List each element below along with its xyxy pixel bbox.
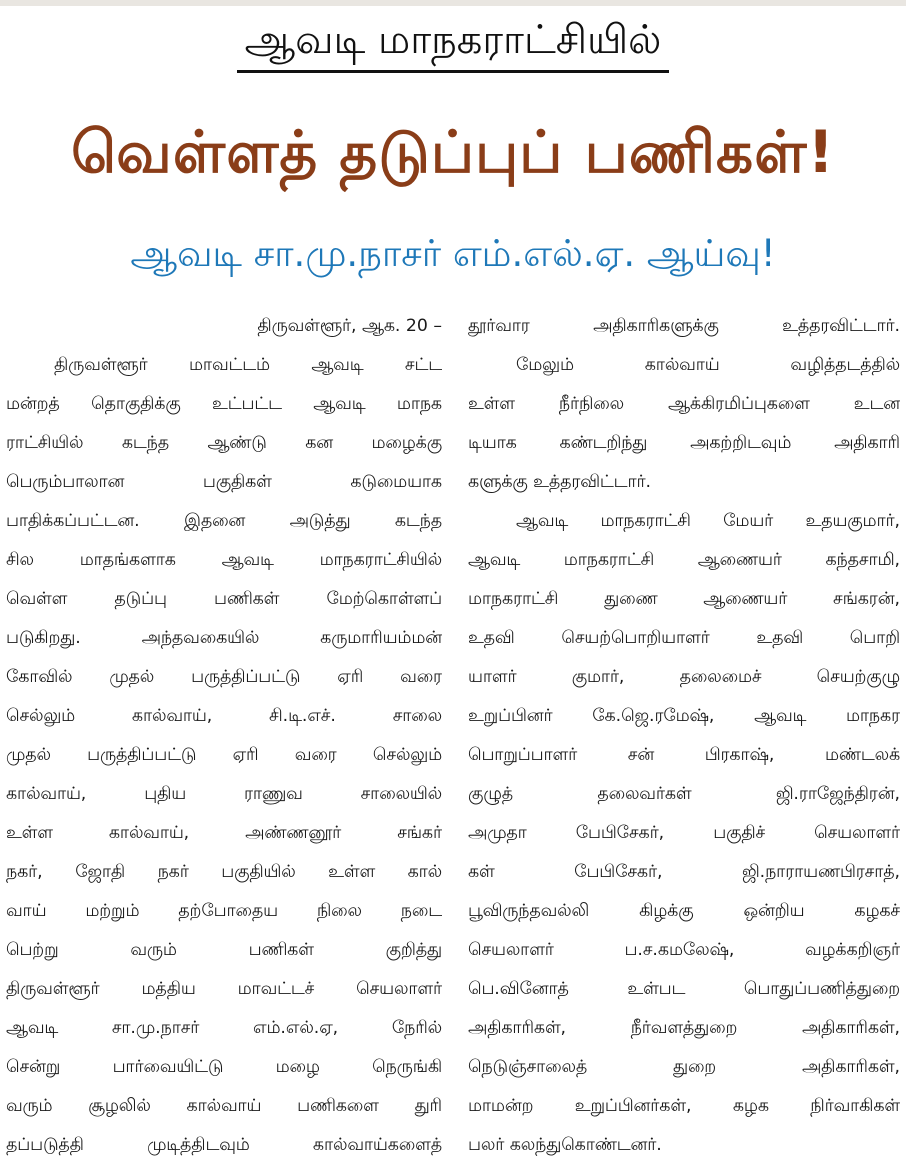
- body-line: பெற்று வரும் பணிகள் குறித்து: [6, 940, 442, 960]
- body-line: உறுப்பினர் கே.ஜெ.ரமேஷ், ஆவடி மாநகர: [468, 706, 900, 726]
- body-line: உள்ள நீர்நிலை ஆக்கிரமிப்புகளை உடன: [468, 394, 900, 414]
- body-line: உதவி செயற்பொறியாளர் உதவி பொறி: [468, 628, 900, 648]
- body-line: முதல் பருத்திப்பட்டு ஏரி வரை செல்லும்: [6, 745, 442, 765]
- body-line: பூவிருந்தவல்லி கிழக்கு ஒன்றிய கழகச்: [468, 901, 900, 921]
- body-line: பலர் கலந்துகொண்டனர்.: [468, 1135, 662, 1155]
- kicker-text: ஆவடி மாநகராட்சியில்: [237, 10, 670, 73]
- body-line: கள் பேபிசேகர், ஜி.நாராயணபிரசாத்,: [468, 862, 900, 882]
- body-line: சில மாதங்களாக ஆவடி மாநகராட்சியில்: [6, 550, 442, 570]
- body-line: உள்ள கால்வாய், அண்ணனூர் சங்கர்: [6, 823, 442, 843]
- body-line: தூர்வார அதிகாரிகளுக்கு உத்தரவிட்டார்.: [468, 316, 900, 336]
- body-line: பெரும்பாலான பகுதிகள் கடுமையாக: [6, 472, 442, 492]
- subheadline: ஆவடி சா.மு.நாசர் எம்.எல்.ஏ. ஆய்வு!: [130, 232, 776, 275]
- body-line: அமுதா பேபிசேகர், பகுதிச் செயலாளர்: [468, 823, 900, 843]
- body-line: மேலும் கால்வாய் வழித்தடத்தில்: [516, 355, 900, 375]
- body-line: செல்லும் கால்வாய், சி.டி.எச். சாலை: [6, 706, 442, 726]
- body-line: ஆவடி சா.மு.நாசர் எம்.எல்.ஏ, நேரில்: [6, 1018, 442, 1038]
- body-line: வரும் சூழலில் கால்வாய் பணிகளை துரி: [6, 1096, 442, 1116]
- body-line: திருவள்ளூர் மத்திய மாவட்டச் செயலாளர்: [6, 979, 442, 999]
- body-line: செயலாளர் ப.ச.கமலேஷ், வழக்கறிஞர்: [468, 940, 900, 960]
- body-line: யாளர் குமார், தலைமைச் செயற்குழு: [468, 667, 900, 687]
- body-line: அதிகாரிகள், நீர்வளத்துறை அதிகாரிகள்,: [468, 1018, 900, 1038]
- body-line: டியாக கண்டறிந்து அகற்றிடவும் அதிகாரி: [468, 433, 900, 453]
- body-line: திருவள்ளூர் மாவட்டம் ஆவடி சட்ட: [54, 355, 442, 375]
- body-line: பெ.வினோத் உள்பட பொதுப்பணித்துறை: [468, 979, 900, 999]
- body-line: வெள்ள தடுப்பு பணிகள் மேற்கொள்ளப்: [6, 589, 442, 609]
- body-line: பாதிக்கப்பட்டன. இதனை அடுத்து கடந்த: [6, 511, 442, 531]
- body-line: சென்று பார்வையிட்டு மழை நெருங்கி: [6, 1057, 442, 1077]
- body-line: மன்றத் தொகுதிக்கு உட்பட்ட ஆவடி மாநக: [6, 394, 442, 414]
- body-line: கோவில் முதல் பருத்திப்பட்டு ஏரி வரை: [6, 667, 442, 687]
- body-line: படுகிறது. அந்தவகையில் கருமாரியம்மன்: [6, 628, 442, 648]
- article-column-left: [6, 307, 442, 1165]
- body-line: நெடுஞ்சாலைத் துறை அதிகாரிகள்,: [468, 1057, 900, 1077]
- body-line: தப்படுத்தி முடித்திடவும் கால்வாய்களைத்: [6, 1135, 442, 1155]
- dateline: திருவள்ளூர், ஆக. 20 –: [257, 316, 442, 336]
- body-line: களுக்கு உத்தரவிட்டார்.: [468, 472, 651, 492]
- body-line: குழுத் தலைவர்கள் ஜி.ராஜேந்திரன்,: [468, 784, 900, 804]
- body-line: கால்வாய், புதிய ராணுவ சாலையில்: [6, 784, 442, 804]
- main-headline: வெள்ளத் தடுப்புப் பணிகள்!: [71, 118, 835, 186]
- body-line: மாமன்ற உறுப்பினர்கள், கழக நிர்வாகிகள்: [468, 1096, 900, 1116]
- body-line: ஆவடி மாநகராட்சி மேயர் உதயகுமார்,: [516, 511, 900, 531]
- body-line: ஆவடி மாநகராட்சி ஆணையர் கந்தசாமி,: [468, 550, 900, 570]
- body-line: வாய் மற்றும் தற்போதைய நிலை நடை: [6, 901, 442, 921]
- body-line: நகர், ஜோதி நகர் பகுதியில் உள்ள கால்: [6, 862, 442, 882]
- body-line: பொறுப்பாளர் சன் பிரகாஷ், மண்டலக்: [468, 745, 900, 765]
- body-line: மாநகராட்சி துணை ஆணையர் சங்கரன்,: [468, 589, 900, 609]
- article-column-right: [468, 307, 900, 1165]
- kicker-heading: [0, 10, 906, 73]
- body-line: ராட்சியில் கடந்த ஆண்டு கன மழைக்கு: [6, 433, 442, 453]
- page-top-edge: [0, 0, 906, 6]
